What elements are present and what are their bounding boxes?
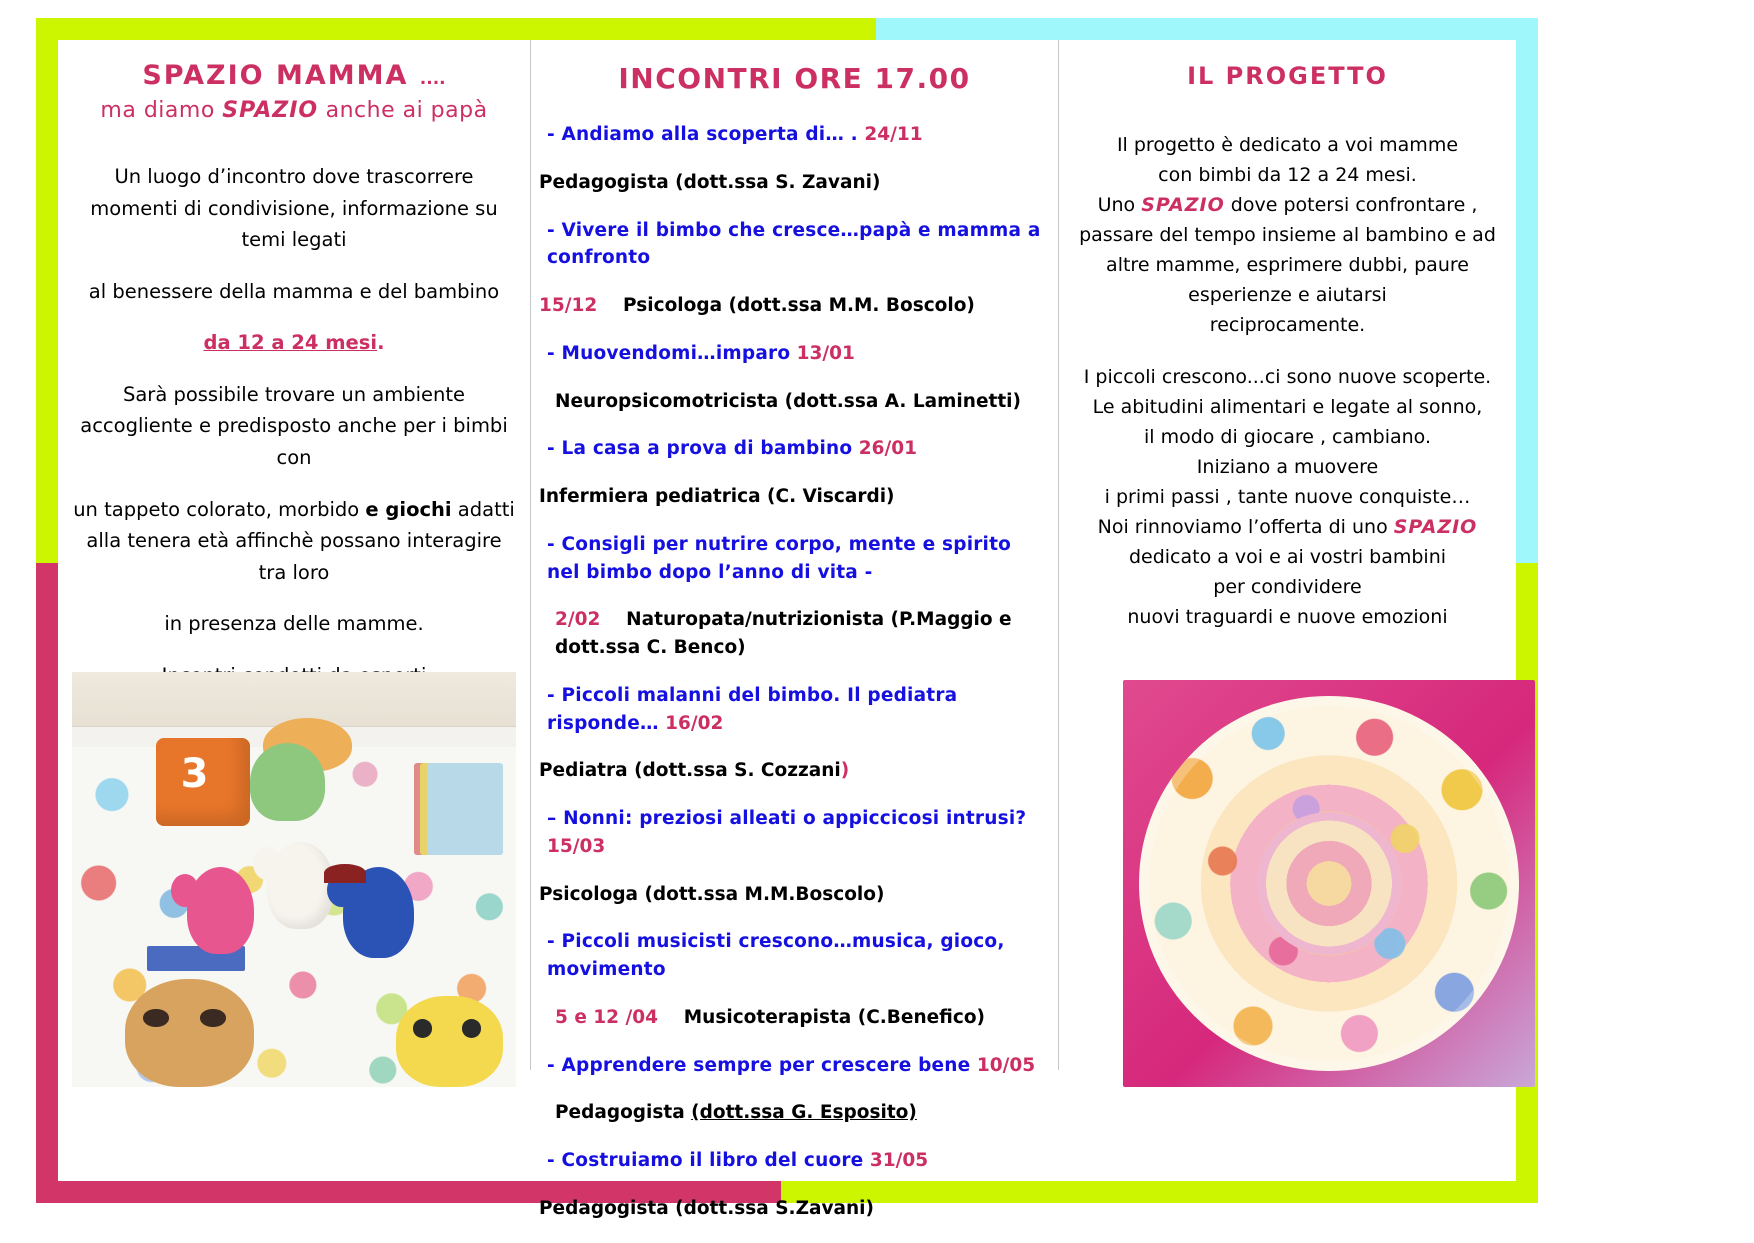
meeting-expert-row [539, 1099, 1050, 1127]
meeting-topic-row [539, 121, 1050, 149]
paragraph-intro: Un luogo d’incontro dove trascorrere momenti di condivisione, informazione su temi legati [90, 165, 498, 252]
p1-l4: passare del tempo insieme al bambino e ad [1079, 224, 1496, 247]
p2-l6-pre: Noi rinnoviamo l’offerta di uno [1097, 516, 1394, 539]
panel-right-title: IL PROGETTO [1187, 62, 1388, 90]
p2-l3: il modo di giocare , cambiano. [1143, 426, 1432, 449]
p1-l3-post: dove potersi confrontare , [1224, 194, 1478, 217]
meeting-topic: - La casa a prova di bambino [547, 438, 853, 460]
meeting-expert: Musicoterapista (C.Benefico) [683, 1006, 986, 1028]
meeting-date: 2/02 [555, 609, 627, 631]
meeting-expert: Pedagogista (dott.ssa S. Zavani) [539, 171, 881, 193]
p1-l6: esperienze e aiutarsi [1188, 284, 1387, 307]
circle-of-children-illustration [1123, 680, 1535, 1087]
progetto-paragraph-2 [1069, 362, 1506, 632]
meeting-date: 13/01 [790, 342, 855, 364]
meeting-date: 24/11 [857, 124, 923, 145]
meeting-topic-row [539, 1147, 1050, 1175]
meeting-date: 31/05 [863, 1150, 929, 1171]
meeting-date: 15/03 [547, 835, 606, 857]
tappeto-bold: e giochi [365, 497, 452, 521]
meeting-topic-row [539, 340, 1050, 368]
meeting-date-expert-row [539, 1004, 1050, 1032]
subtitle-post: anche ai papà [318, 98, 488, 123]
meeting-expert: Pedagogista (dott.ssa G. Esposito) [555, 1102, 917, 1124]
panel-progetto [1059, 40, 1516, 654]
meeting-topic: - Piccoli malanni del bimbo. Il pediatra risponde… [547, 684, 958, 734]
playmat-with-toys-photo [72, 672, 516, 1087]
p1-spazio: SPAZIO [1141, 194, 1225, 217]
meeting-topic: - Apprendere sempre per crescere bene [547, 1054, 971, 1076]
meeting-expert: Pedagogista (dott.ssa S.Zavani) [539, 1197, 874, 1219]
panel-right-body [1069, 130, 1506, 632]
meeting-date: 16/02 [658, 712, 724, 734]
meeting-topic: - Costruiamo il libro del cuore [547, 1150, 864, 1171]
meeting-expert: Naturopata/nutrizionista (P.Maggio e dott.ssa C. Benco) [555, 609, 1012, 658]
meeting-topic-row [539, 682, 1050, 738]
panel-mid-title: INCONTRI ORE 17.00 [618, 62, 971, 95]
p1-l5: altre mamme, esprimere dubbi, paure [1106, 254, 1469, 277]
p2-l8: per condividere [1213, 576, 1362, 599]
meeting-date: 15/12 [539, 295, 624, 316]
meeting-topic-row [539, 1052, 1050, 1080]
frame-band-right-cyan [1516, 18, 1538, 563]
p2-l5: i primi passi , tante nuove conquiste… [1104, 486, 1471, 509]
meeting-topic: - Muovendomi…imparo [547, 342, 791, 364]
paragraph-ambiente: Sarà possibile trovare un ambiente accogliente e predisposto anche per i bimbi con [80, 382, 508, 470]
meeting-topic: - Vivere il bimbo che cresce…papà e mamma a confronto [547, 219, 1041, 269]
p2-l9: nuovi traguardi e nuove emozioni [1127, 606, 1448, 629]
p2-l7: dedicato a voi e ai vostri bambini [1128, 546, 1447, 569]
meeting-topic-row [539, 805, 1050, 861]
meeting-topic-row [539, 435, 1050, 463]
meeting-expert-row [539, 1195, 1050, 1223]
meeting-date-expert-row [539, 606, 1050, 662]
meeting-topic-row [539, 531, 1050, 587]
p1-l7: reciprocamente. [1209, 314, 1366, 337]
meeting-expert: Psicologa (dott.ssa M.M. Boscolo) [623, 295, 975, 316]
panel-left-body [72, 161, 516, 743]
age-highlight: da 12 a 24 mesi [203, 331, 378, 355]
meeting-topic-row [539, 217, 1050, 273]
age-period: . [377, 331, 385, 355]
paragraph-age [72, 327, 516, 359]
meeting-expert: Psicologa (dott.ssa M.M.Boscolo) [539, 883, 885, 905]
paragraph-benessere: al benessere della mamma e del bambino [88, 279, 500, 303]
frame-band-left-pink [36, 563, 58, 1203]
brochure-inner-page [58, 40, 1516, 1219]
meeting-date: 5 e 12 /04 [555, 1006, 684, 1028]
meeting-date: 10/05 [970, 1054, 1036, 1076]
tappeto-pre: un tappeto colorato, morbido [73, 497, 366, 521]
p2-spazio: SPAZIO [1393, 516, 1478, 539]
meeting-date-expert-row [539, 292, 1050, 320]
frame-band-top-cyan [876, 18, 1538, 40]
subtitle-spazio: SPAZIO [222, 98, 319, 123]
frame-band-left-green [36, 18, 58, 563]
p2-l2: Le abitudini alimentari e legate al sonno, [1092, 396, 1483, 419]
meetings-list [539, 121, 1050, 1223]
meeting-expert-row [539, 483, 1050, 511]
panel-left-title [72, 60, 516, 91]
panel-incontri [531, 40, 1058, 1243]
progetto-paragraph-1 [1069, 130, 1506, 340]
meeting-topic: - Piccoli musicisti crescono…musica, gioco, movimento [547, 931, 1005, 980]
p2-l4: Iniziano a muovere [1196, 456, 1379, 479]
p1-l3-pre: Uno [1097, 194, 1142, 217]
meeting-topic: - Andiamo alla scoperta di… . [547, 124, 858, 145]
panel-left-subtitle [72, 98, 516, 123]
meeting-expert-row [539, 388, 1050, 416]
panel-left-title-text: SPAZIO MAMMA [142, 60, 409, 91]
paragraph-tappeto [72, 494, 516, 589]
subtitle-pre: ma diamo [100, 98, 223, 123]
p1-l1: Il progetto è dedicato a voi mamme [1116, 134, 1459, 156]
meeting-expert-row [539, 169, 1050, 197]
meeting-topic: - Consigli per nutrire corpo, mente e spirito nel bimbo dopo l’anno di vita - [547, 533, 1012, 583]
meeting-topic: – Nonni: preziosi alleati o appiccicosi intrusi? [547, 808, 1027, 829]
meeting-expert-row [539, 757, 1050, 785]
meeting-date: 26/01 [852, 438, 917, 460]
meeting-expert: Infermiera pediatrica (C. Viscardi) [539, 486, 895, 507]
paragraph-presenza: in presenza delle mamme. [164, 612, 424, 636]
meeting-expert-row [539, 881, 1050, 909]
meeting-expert: Pediatra (dott.ssa S. Cozzani) [539, 760, 850, 782]
p1-l2: con bimbi da 12 a 24 mesi. [1158, 164, 1417, 187]
meeting-expert: Neuropsicomotricista (dott.ssa A. Laminetti) [555, 390, 1021, 412]
meeting-topic-row [539, 928, 1050, 984]
tappeto-post: adatti alla tenera età affinchè possano interagire tra loro [86, 497, 515, 584]
p2-l1: I piccoli crescono...ci sono nuove scoperte. [1083, 366, 1492, 389]
panel-spazio-mamma [58, 40, 530, 763]
frame-band-top-green [36, 18, 876, 40]
panel-left-title-dots: .... [419, 69, 446, 89]
